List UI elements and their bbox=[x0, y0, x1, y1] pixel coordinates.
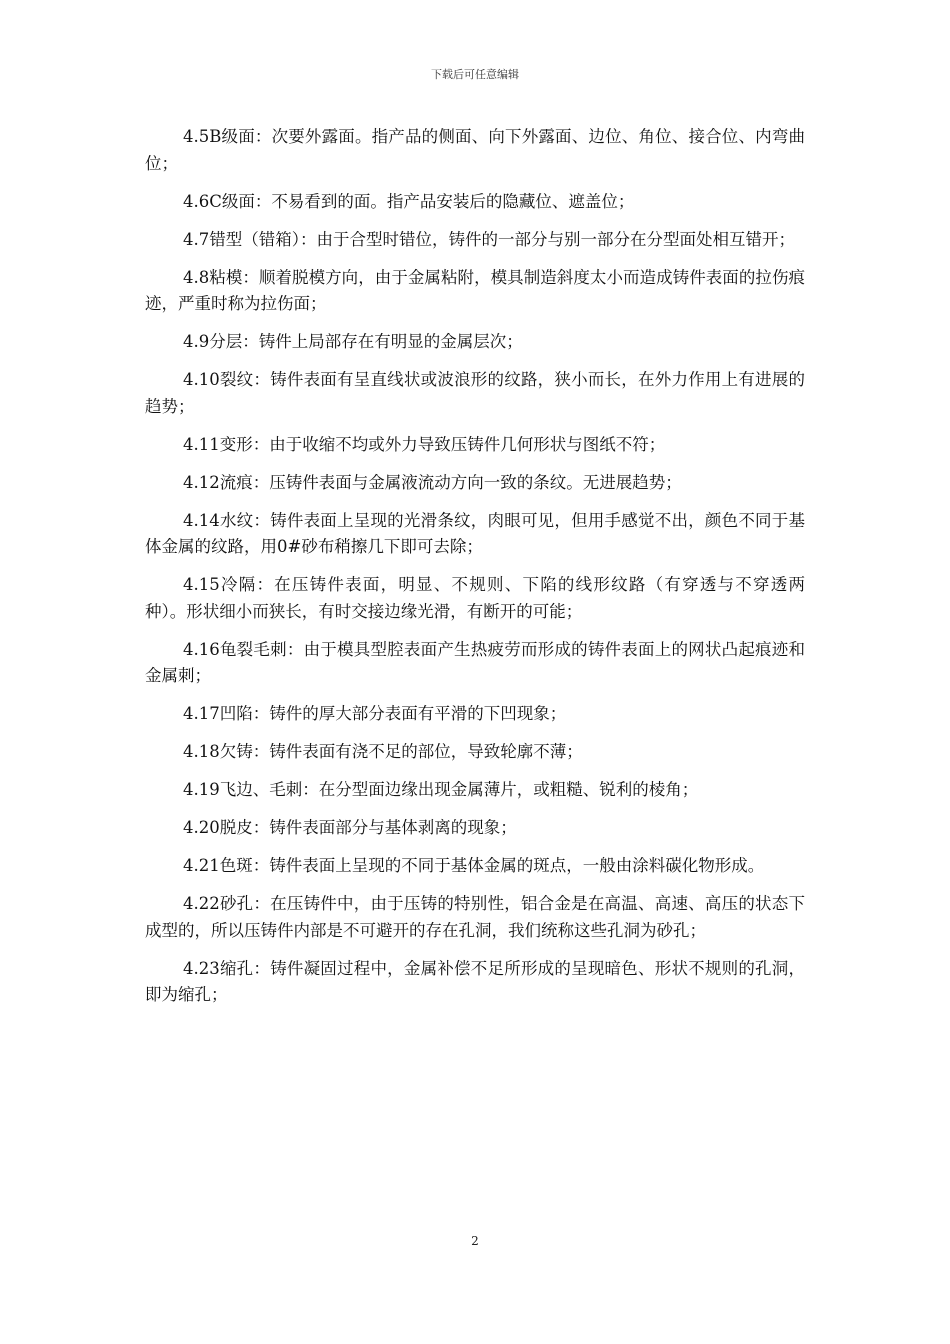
paragraph-4-9: 4.9分层：铸件上局部存在有明显的金属层次； bbox=[183, 332, 523, 351]
paragraph-4-11: 4.11变形：由于收缩不均或外力导致压铸件几何形状与图纸不符； bbox=[183, 434, 666, 454]
paragraph-4-22: 4.22砂孔：在压铸件中，由于压铸的特别性，铝合金是在高温、高速、高压的状态下成型的，所以压铸件内部是不可避开的存在孔洞，我们统称这些孔洞为砂孔； bbox=[145, 894, 805, 940]
paragraph-4-5: 4.5B级面：次要外露面。指产品的侧面、向下外露面、边位、角位、接合位、内弯曲位； bbox=[145, 127, 805, 173]
paragraph-4-21: 4.21色斑：铸件表面上呈现的不同于基体金属的斑点，一般由涂料碳化物形成。 bbox=[183, 856, 765, 875]
paragraph-4-23: 4.23缩孔：铸件凝固过程中，金属补偿不足所形成的呈现暗色、形状不规则的孔洞，即为缩孔； bbox=[145, 958, 805, 1004]
paragraph-4-12: 4.12流痕：压铸件表面与金属液流动方向一致的条纹。无进展趋势； bbox=[183, 472, 682, 492]
paragraph-4-19: 4.19飞边、毛刺：在分型面边缘出现金属薄片，或粗糙、锐利的棱角； bbox=[183, 780, 699, 799]
document-body bbox=[145, 124, 805, 1020]
page-header: 下载后可任意编辑 bbox=[431, 68, 519, 81]
paragraph-4-20: 4.20脱皮：铸件表面部分与基体剥离的现象； bbox=[183, 818, 517, 837]
paragraph-4-18: 4.18欠铸：铸件表面有浇不足的部位，导致轮廓不薄； bbox=[183, 742, 583, 761]
paragraph-4-14: 4.14水纹：铸件表面上呈现的光滑条纹，肉眼可见，但用手感觉不出，颜色不同于基体金属的纹路，用0#砂布稍擦几下即可去除； bbox=[145, 510, 805, 556]
paragraph-4-15: 4.15冷隔：在压铸件表面，明显、不规则、下陷的线形纹路（有穿透与不穿透两种）。形状细小而狭长，有时交接边缘光滑，有断开的可能； bbox=[145, 575, 805, 621]
paragraph-4-10: 4.10裂纹：铸件表面有呈直线状或波浪形的纹路，狭小而长，在外力作用上有进展的趋势； bbox=[145, 370, 805, 416]
paragraph-4-7: 4.7错型（错箱）：由于合型时错位，铸件的一部分与别一部分在分型面处相互错开； bbox=[183, 229, 795, 249]
paragraph-4-17: 4.17凹陷：铸件的厚大部分表面有平滑的下凹现象； bbox=[183, 704, 567, 723]
paragraph-4-16: 4.16龟裂毛刺：由于模具型腔表面产生热疲劳而形成的铸件表面上的网状凸起痕迹和金属刺； bbox=[145, 639, 805, 685]
page-number: 2 bbox=[471, 1234, 479, 1248]
paragraph-4-6: 4.6C级面：不易看到的面。指产品安装后的隐藏位、遮盖位； bbox=[183, 191, 635, 211]
paragraph-4-8: 4.8粘模：顺着脱模方向，由于金属粘附，模具制造斜度太小而造成铸件表面的拉伤痕迹，严重时称为拉伤面； bbox=[145, 267, 805, 313]
